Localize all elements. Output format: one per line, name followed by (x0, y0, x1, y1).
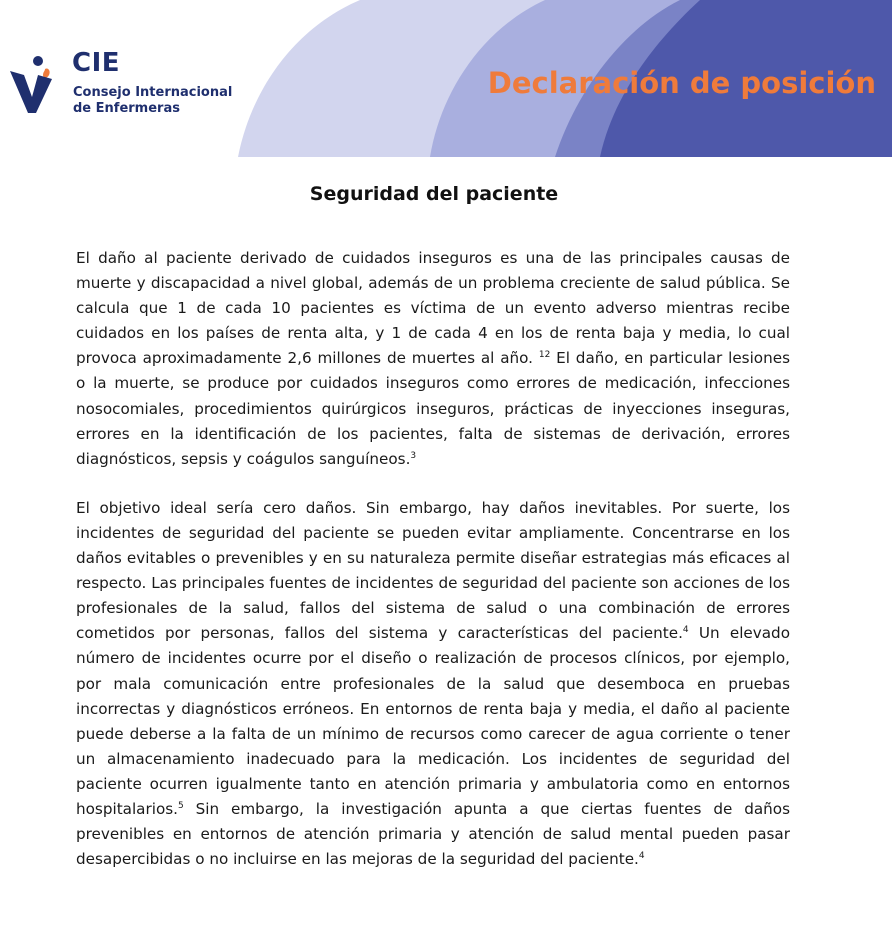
org-name (73, 85, 253, 117)
paragraph-2-text-3: Sin embargo, la investigación apunta a que ciertas fuentes de daños prevenibles en entornos de atención primaria y atención de salud mental pueden pasar desapercibidas o no incluirse en las mejoras de la seguridad del paciente. (76, 799, 790, 869)
footnote-ref: 5 (177, 800, 184, 811)
page-header (0, 0, 892, 157)
org-name-line1: Consejo Internacional (73, 85, 233, 100)
paragraph-1-text-1: El daño al paciente derivado de cuidados inseguros es una de las principales causas de muerte y discapacidad a nivel global, además de un problema creciente de salud pública. Se calcula que 1 de cada 10 pacientes es víctima de un evento adverso mientras recibe cuidados en los países de renta alta, y 1 de cada 4 en los de renta baja y media, lo cual provoca aproximadamente 2,6 millones de muertes al año. (76, 249, 790, 368)
footnote-ref: 4 (638, 851, 645, 862)
paragraph-1 (76, 246, 790, 472)
paragraph-2-text-2: Un elevado número de incidentes ocurre por el diseño o realización de procesos clínicos, por ejemplo, por mala comunicación entre profesionales de la salud que desemboca en pruebas incorrectas y diagnósticos erróneos. En entornos de renta baja y media, el daño al paciente puede deberse a la falta de un mínimo de recursos como carecer de agua corriente o tener un almacenamiento inadecuado para la medicación. Los incidentes de seguridad del paciente ocurren igualmente tanto en atención primaria y ambulatoria como en entornos hospitalarios. (76, 624, 790, 818)
footnote-ref: 4 (682, 625, 689, 636)
cie-logo-icon (8, 55, 58, 115)
paragraph-2 (76, 496, 790, 872)
footnote-ref: 12 (538, 350, 551, 361)
paragraph-2-text-1: El objetivo ideal sería cero daños. Sin embargo, hay daños inevitables. Por suerte, los incidentes de seguridad del paciente se pueden evitar ampliamente. Concentrarse en los daños evitables o prevenibles y en su naturaleza permite diseñar estrategias más eficaces al respecto. Las principales fuentes de incidentes de seguridad del paciente son acciones de los profesionales de la salud, fallos del sistema de salud o una combinación de errores cometidos por personas, fallos del sistema y características del paciente. (76, 498, 790, 643)
paragraph-1-text-2: El daño, en particular lesiones o la muerte, se produce por cuidados inseguros como errores de medicación, infecciones nosocomiales, procedimientos quirúrgicos inseguros, prácticas de inyecciones inseguras, errores en la identificación de los pacientes, falta de sistemas de derivación, errores diagnósticos, sepsis y coágulos sanguíneos. (76, 349, 790, 468)
org-name-line2: de Enfermeras (73, 101, 180, 116)
body-text (76, 246, 790, 896)
org-abbreviation: CIE (72, 48, 121, 78)
footnote-ref: 3 (410, 450, 417, 461)
document-title: Seguridad del paciente (309, 183, 559, 205)
document-type-heading: Declaración de posición (487, 66, 876, 100)
